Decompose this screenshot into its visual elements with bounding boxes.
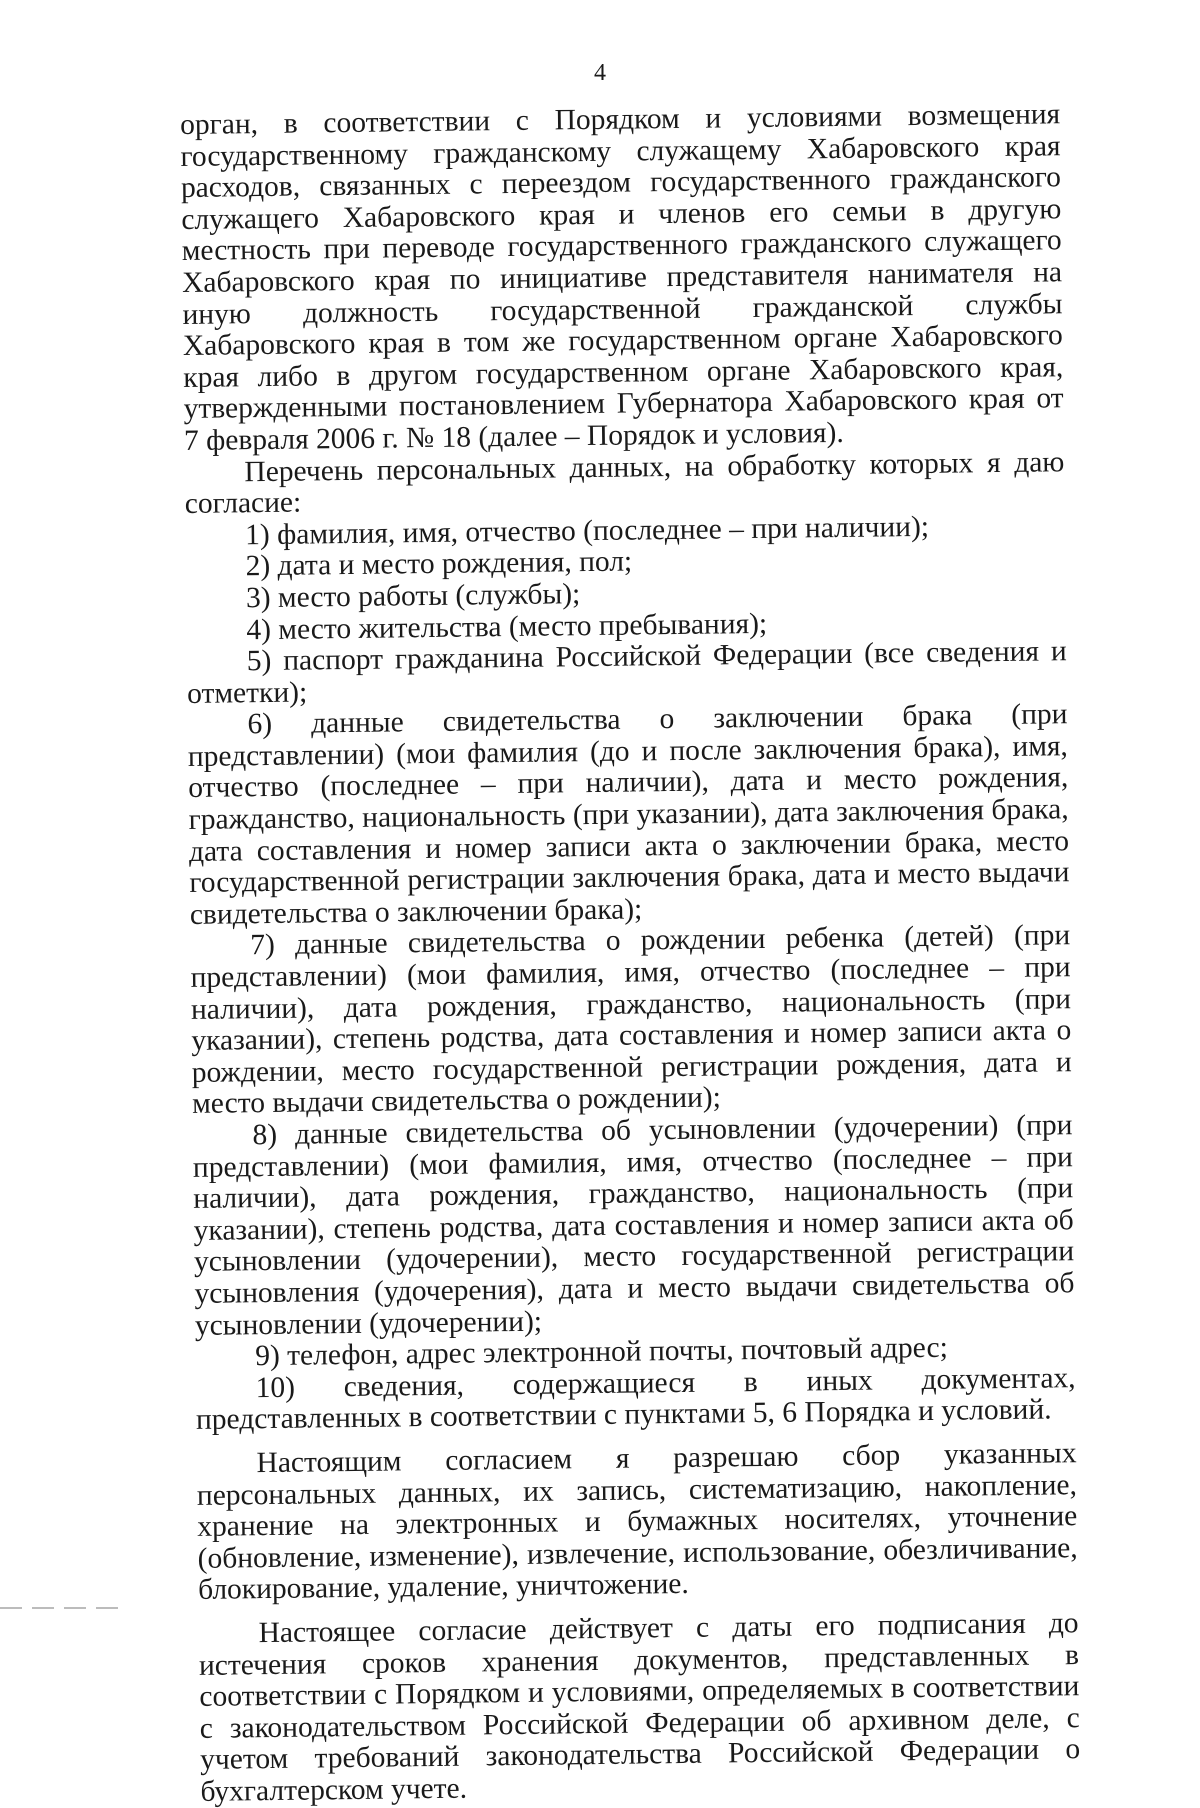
list-item-7: 7) данные свидетельства о рождении ребенка (детей) (при представлении) (мои фамилия, имя, отчество (последнее – при наличии), дата рождения, гражданство, национальность (при указании), степень родства, дата составления и номер записи акта о рождении, место государственной регистрации рождения, дата и место выдачи свидетельства о рождении); [190,919,1072,1121]
paragraph-list-intro: Перечень персональных данных, на обработку которых я даю согласие: [184,445,1065,521]
list-item-5: 5) паспорт гражданина Российской Федерации (все сведения и отметки); [186,635,1067,710]
page-number: 4 [594,60,606,86]
list-item-6: 6) данные свидетельства о заключении брака (при представлении) (мои фамилия (до и после заключения брака), имя, отчество (последнее – при наличии), дата и место рождения, гражданство, национальность (при указании), дата заключения брака, дата составления и номер записи акта о заключении брака, место государственной регистрации заключения брака, дата и место выдачи свидетельства о заключении брака); [187,698,1070,931]
list-item-8: 8) данные свидетельства об усыновлении (удочерении) (при представлении) (мои фамилия, имя, отчество (последнее – при наличии), дата рождения, гражданство, национальность (при указании), степень родства, дата составления и номер записи акта об усыновлении (удочерении), место государственной регистрации усыновления (удочерения), дата и место выдачи свидетельства об усыновлении (удочерении); [192,1109,1075,1342]
list-item-10: 10) сведения, содержащиеся в иных документах, представленных в соответствии с пунктами 5, 6 Порядка и условий. [195,1361,1076,1437]
list-item-1: 1) фамилия, имя, отчество (последнее – при наличии); [245,510,930,551]
scan-artifact-dashes [0,1607,120,1609]
list-item-3: 3) место работы (службы); [245,578,581,615]
paragraph-consent-scope: Настоящим согласием я разрешаю сбор указанных персональных данных, их запись, систематизацию, накопление, хранение на электронных и бумажных носителях, уточнение (обновление, изменение), извлечение, использование, обезличивание, блокирование, удаление, уничтожение. [196,1437,1078,1607]
document-body [180,99,1081,1808]
list-item-4: 4) место жительства (место пребывания); [246,607,768,646]
list-item-2: 2) дата и место рождения, пол; [245,545,633,583]
paragraph-continuation: орган, в соответствии с Порядком и условиями возмещения государственному гражданскому служащему Хабаровского края расходов, связанных с переездом государственного гражданского служащего Хабаровского края и членов его семьи в другую местность при переводе государственного гражданского служащего Хабаровского края по инициативе представителя нанимателя на иную должность государственной гражданской службы Хабаровского края в том же государственном органе Хабаровского края либо в другом государственном органе Хабаровского края, утвержденными постановлением Губернатора Хабаровского края от 7 февраля 2006 г. № 18 (далее – Порядок и условия). [179,98,1064,457]
paragraph-consent-validity: Настоящее согласие действует с даты его подписания до истечения сроков хранения документов, представленных в соответствии с Порядком и условиями, определяемых в соответствии с законодательством Российской Федерации об архивном деле, с учетом требований законодательства Российской Федерации о бухгалтерском учете. [198,1607,1081,1808]
list-item-9: 9) телефон, адрес электронной почты, почтовый адрес; [255,1331,948,1373]
